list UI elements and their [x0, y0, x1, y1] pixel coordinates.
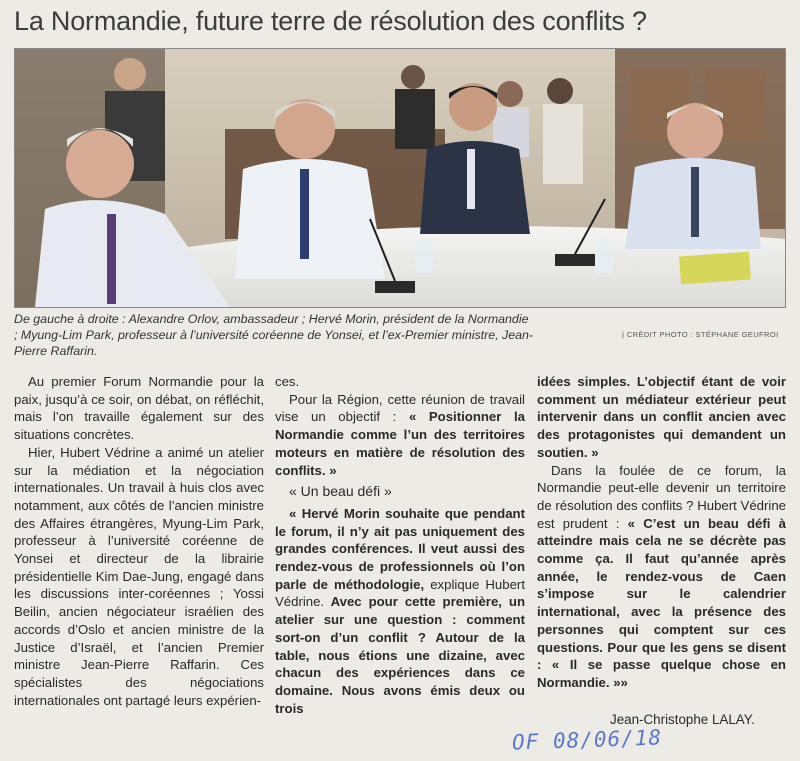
paragraph: Hier, Hubert Védrine a animé un atelier sur la médiation et la négociation internationales. Un travail à huis clos avec notamment, aux côtés de l’ancien ministre des Affaires étrangères, Myung-Lim Park, professeur à l’université coréenne de Yonsei et directeur de la librairie présidentielle Kim Dae-Jung, engagé dans les discussions inter-coréennes ; Yossi Beilin, ancien négociateur israélien des accords d’Oslo et ancien ministre de la Justice d’Israël, et l’ancien Premier ministre Jean-Pierre Raffarin. Ces spécialistes des négociations internationales ont partagé leurs expérien- [14, 444, 264, 708]
author-signature: Jean-Christophe LALAY. [610, 712, 755, 727]
article-photo [14, 48, 786, 308]
photo-illustration [15, 49, 785, 307]
quote: « Positionner la Normandie comme l’un des territoires moteurs en matière de résolution des conflits. » [275, 409, 525, 478]
paragraph: idées simples. L’objectif étant de voir comment un médiateur extérieur peut intervenir dans un conflit ancien avec des protagonistes qui demandent un soutien. » [537, 374, 786, 460]
quote: Avec pour cette première, un atelier sur une question : comment sort-on d’un conflit ? Autour de la table, nous étions une dizaine, avec chacun des expériences dans ce domaine. Nous avons émis deux ou trois [275, 594, 525, 716]
headline: La Normandie, future terre de résolution des conflits ? [14, 6, 647, 36]
column-3 [537, 373, 786, 692]
paragraph [537, 462, 786, 692]
paragraph: ces. [275, 374, 300, 389]
subheading: « Un beau défi » [289, 483, 392, 500]
quote: « C’est un beau défi à atteindre mais cela ne se décrète pas comme ça. Il faut qu’année après année, le rendez-vous de Caen s’impose sur le calendrier international, avec la présence des personnes qui comptent sur ces questions. Pour que les gens se disent : « Il se passe quelque chose en Normandie. »» [537, 515, 786, 690]
photo-credit: | CRÉDIT PHOTO : STÉPHANE GEUFROI [622, 330, 779, 339]
column-1 [14, 373, 264, 709]
text: Dans la foulée de ce forum, la Normandie peut-elle devenir un territoire de résolution des conflits ? Hubert Védrine est prudent : [537, 462, 786, 531]
paragraph: Au premier Forum Normandie pour la paix, jusqu’à ce soir, on débat, on réfléchit, mais l’on travaille également sur des situations concrètes. [14, 374, 264, 443]
text: Pour la Région, cette réunion de travail vise un objectif : [275, 391, 525, 425]
quote: « Hervé Morin souhaite que pendant le forum, il n’y ait pas uniquement des grandes conférences. Il veut aussi des rendez-vous de professionnels où l’on parle de méthodologie, [275, 505, 525, 592]
photo-caption: De gauche à droite : Alexandre Orlov, ambassadeur ; Hervé Morin, président de la Normandie ; Myung-Lim Park, professeur à l’université coréenne de Yonsei, et l’ex-Premier ministre, Jean-Pierre Raffarin. [14, 312, 534, 358]
date-stamp: OF 08/06/18 [511, 725, 663, 755]
text: explique Hubert Védrine. [275, 576, 525, 610]
paragraph [275, 505, 525, 717]
column-2 [275, 373, 525, 717]
paragraph [275, 391, 525, 480]
